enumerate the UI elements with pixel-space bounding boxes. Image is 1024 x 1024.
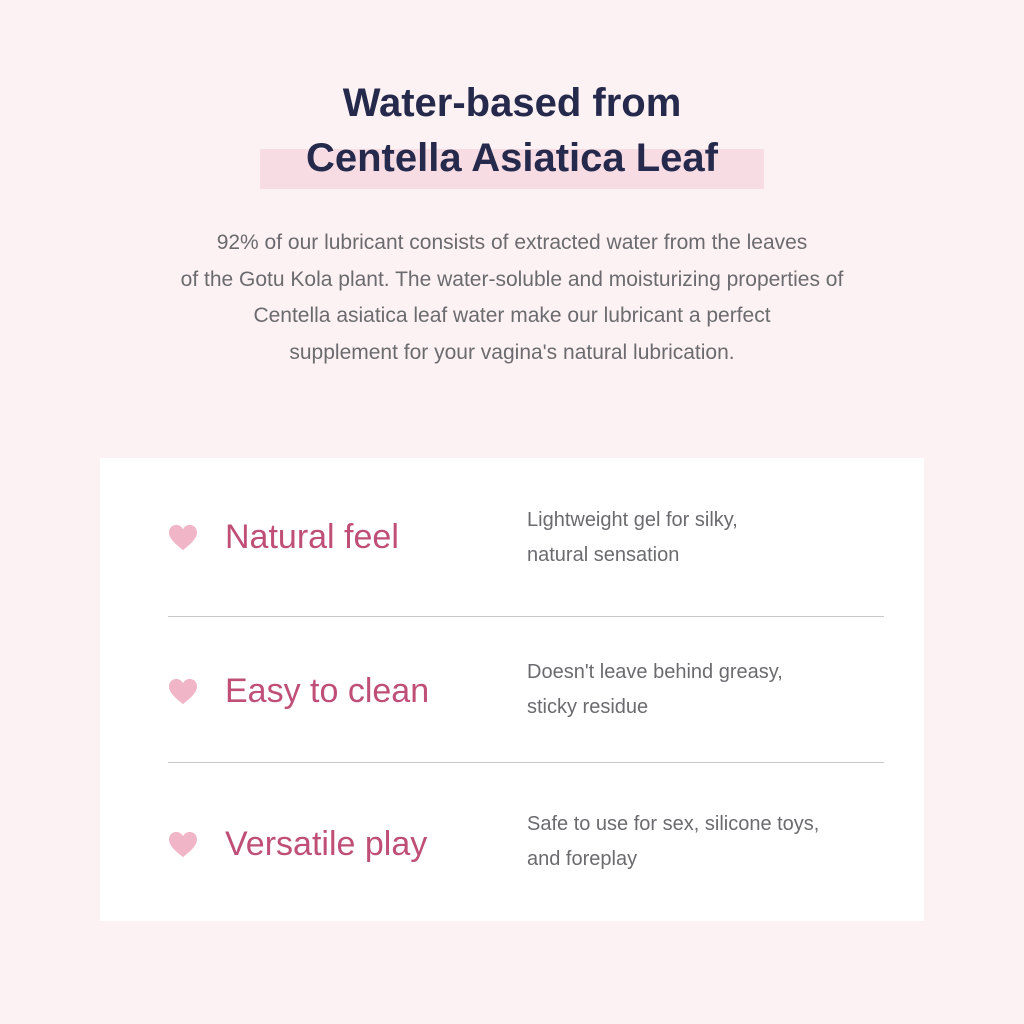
intro-line: supplement for your vagina's natural lubrication. — [289, 340, 735, 364]
feature-description-line: sticky residue — [527, 696, 649, 718]
intro-line: of the Gotu Kola plant. The water-soluble and moisturizing properties of — [180, 267, 844, 291]
feature-description-line: natural sensation — [527, 544, 680, 566]
feature-description-line: Doesn't leave behind greasy, — [527, 661, 783, 683]
feature-description — [527, 807, 907, 877]
feature-description — [527, 503, 907, 573]
feature-title: Natural feel — [225, 518, 399, 556]
heart-icon — [168, 831, 198, 859]
feature-description-line: Safe to use for sex, silicone toys, — [527, 813, 820, 835]
feature-description — [527, 655, 907, 725]
feature-description-line: and foreplay — [527, 848, 638, 870]
feature-title: Versatile play — [225, 825, 428, 863]
features-card — [100, 458, 924, 921]
feature-description-line: Lightweight gel for silky, — [527, 509, 738, 531]
intro-line: 92% of our lubricant consists of extracted water from the leaves — [216, 231, 808, 254]
intro-paragraph — [60, 225, 964, 371]
divider — [168, 762, 884, 763]
feature-title: Easy to clean — [225, 672, 430, 710]
heart-icon — [168, 678, 198, 706]
page-title-line-2: Centella Asiatica Leaf — [305, 136, 718, 180]
page-title-line-1: Water-based from — [342, 81, 682, 125]
divider — [168, 616, 884, 617]
intro-line: Centella asiatica leaf water make our lubricant a perfect — [253, 304, 771, 327]
heart-icon — [168, 524, 198, 552]
